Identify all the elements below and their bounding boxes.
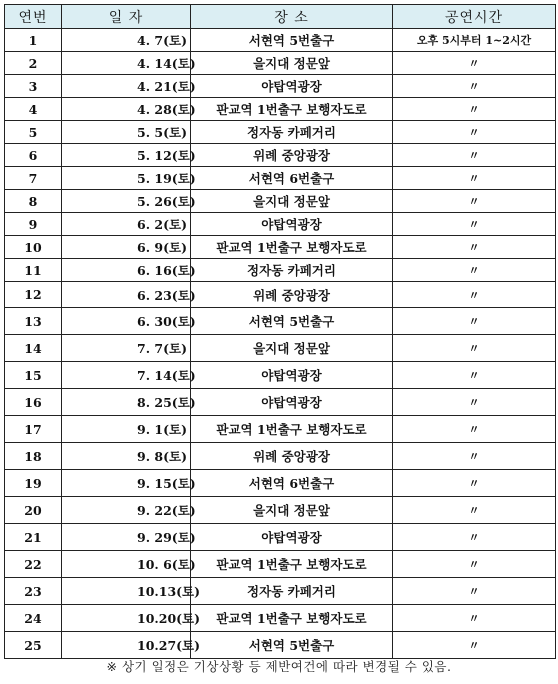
header-row bbox=[5, 5, 556, 29]
cell-no: 13 bbox=[5, 308, 62, 335]
cell-date: 5. 19(토) bbox=[62, 167, 191, 190]
cell-no: 6 bbox=[5, 144, 62, 167]
cell-date: 4. 7(토) bbox=[62, 29, 191, 52]
cell-date: 9. 22(토) bbox=[62, 497, 191, 524]
cell-place: 위례 중앙광장 bbox=[191, 282, 393, 308]
cell-time: 〃 bbox=[393, 443, 556, 470]
cell-time: 〃 bbox=[393, 259, 556, 282]
header-date: 일 자 bbox=[62, 5, 191, 29]
header-place: 장 소 bbox=[191, 5, 393, 29]
cell-time: 〃 bbox=[393, 551, 556, 578]
cell-date: 7. 14(토) bbox=[62, 362, 191, 389]
table-row bbox=[5, 167, 556, 190]
table-row bbox=[5, 524, 556, 551]
cell-no: 21 bbox=[5, 524, 62, 551]
cell-place: 위례 중앙광장 bbox=[191, 144, 393, 167]
cell-time: 〃 bbox=[393, 578, 556, 605]
footnote: ※ 상기 일정은 기상상황 등 제반여건에 따라 변경될 수 있음. bbox=[106, 659, 452, 674]
table-row bbox=[5, 335, 556, 362]
cell-no: 2 bbox=[5, 52, 62, 75]
cell-place: 서현역 5번출구 bbox=[191, 632, 393, 659]
cell-no: 9 bbox=[5, 213, 62, 236]
cell-time: 〃 bbox=[393, 362, 556, 389]
cell-date: 10.13(토) bbox=[62, 578, 191, 605]
cell-no: 24 bbox=[5, 605, 62, 632]
cell-place: 을지대 정문앞 bbox=[191, 190, 393, 213]
cell-place: 판교역 1번출구 보행자도로 bbox=[191, 416, 393, 443]
cell-no: 12 bbox=[5, 282, 62, 308]
cell-no: 25 bbox=[5, 632, 62, 659]
cell-place: 판교역 1번출구 보행자도로 bbox=[191, 551, 393, 578]
table-row bbox=[5, 551, 556, 578]
table-row bbox=[5, 190, 556, 213]
cell-no: 5 bbox=[5, 121, 62, 144]
cell-place: 정자동 카페거리 bbox=[191, 121, 393, 144]
header-no: 연번 bbox=[5, 5, 62, 29]
table-row bbox=[5, 308, 556, 335]
cell-no: 10 bbox=[5, 236, 62, 259]
cell-date: 6. 30(토) bbox=[62, 308, 191, 335]
cell-date: 4. 28(토) bbox=[62, 98, 191, 121]
cell-time: 〃 bbox=[393, 98, 556, 121]
cell-no: 7 bbox=[5, 167, 62, 190]
cell-no: 1 bbox=[5, 29, 62, 52]
cell-date: 10. 6(토) bbox=[62, 551, 191, 578]
cell-time: 〃 bbox=[393, 167, 556, 190]
table-row bbox=[5, 470, 556, 497]
table-row bbox=[5, 121, 556, 144]
cell-time: 〃 bbox=[393, 282, 556, 308]
table-row bbox=[5, 632, 556, 659]
cell-place: 을지대 정문앞 bbox=[191, 335, 393, 362]
cell-date: 9. 8(토) bbox=[62, 443, 191, 470]
cell-no: 18 bbox=[5, 443, 62, 470]
cell-no: 22 bbox=[5, 551, 62, 578]
cell-place: 을지대 정문앞 bbox=[191, 497, 393, 524]
cell-time: 〃 bbox=[393, 470, 556, 497]
cell-place: 판교역 1번출구 보행자도로 bbox=[191, 98, 393, 121]
table-row bbox=[5, 497, 556, 524]
table-row bbox=[5, 52, 556, 75]
cell-place: 서현역 6번출구 bbox=[191, 167, 393, 190]
cell-no: 8 bbox=[5, 190, 62, 213]
cell-place: 야탑역광장 bbox=[191, 213, 393, 236]
table-row bbox=[5, 389, 556, 416]
cell-no: 16 bbox=[5, 389, 62, 416]
cell-time: 〃 bbox=[393, 632, 556, 659]
cell-place: 야탑역광장 bbox=[191, 362, 393, 389]
table-row bbox=[5, 213, 556, 236]
cell-no: 3 bbox=[5, 75, 62, 98]
cell-no: 23 bbox=[5, 578, 62, 605]
table-row bbox=[5, 75, 556, 98]
cell-place: 정자동 카페거리 bbox=[191, 259, 393, 282]
cell-time: 〃 bbox=[393, 75, 556, 98]
cell-time: 〃 bbox=[393, 389, 556, 416]
cell-place: 야탑역광장 bbox=[191, 75, 393, 98]
cell-date: 10.20(토) bbox=[62, 605, 191, 632]
cell-time: 〃 bbox=[393, 524, 556, 551]
cell-no: 15 bbox=[5, 362, 62, 389]
table-row bbox=[5, 443, 556, 470]
table-row bbox=[5, 98, 556, 121]
table-row bbox=[5, 236, 556, 259]
cell-date: 9. 1(토) bbox=[62, 416, 191, 443]
table-row bbox=[5, 605, 556, 632]
schedule-table bbox=[4, 4, 556, 659]
table-row bbox=[5, 144, 556, 167]
cell-no: 4 bbox=[5, 98, 62, 121]
cell-place: 야탑역광장 bbox=[191, 524, 393, 551]
cell-time: 〃 bbox=[393, 144, 556, 167]
cell-time: 오후 5시부터 1~2시간 bbox=[393, 29, 556, 52]
cell-no: 20 bbox=[5, 497, 62, 524]
cell-time: 〃 bbox=[393, 308, 556, 335]
cell-time: 〃 bbox=[393, 213, 556, 236]
cell-date: 6. 16(토) bbox=[62, 259, 191, 282]
cell-date: 4. 14(토) bbox=[62, 52, 191, 75]
cell-date: 6. 2(토) bbox=[62, 213, 191, 236]
schedule-rows bbox=[5, 29, 556, 659]
cell-place: 판교역 1번출구 보행자도로 bbox=[191, 236, 393, 259]
cell-time: 〃 bbox=[393, 236, 556, 259]
cell-time: 〃 bbox=[393, 190, 556, 213]
cell-date: 9. 29(토) bbox=[62, 524, 191, 551]
table-row bbox=[5, 29, 556, 52]
cell-place: 서현역 5번출구 bbox=[191, 308, 393, 335]
cell-time: 〃 bbox=[393, 121, 556, 144]
cell-no: 17 bbox=[5, 416, 62, 443]
cell-time: 〃 bbox=[393, 335, 556, 362]
table-row bbox=[5, 362, 556, 389]
cell-place: 정자동 카페거리 bbox=[191, 578, 393, 605]
table-row bbox=[5, 578, 556, 605]
cell-no: 19 bbox=[5, 470, 62, 497]
table-row bbox=[5, 259, 556, 282]
cell-date: 7. 7(토) bbox=[62, 335, 191, 362]
cell-place: 서현역 5번출구 bbox=[191, 29, 393, 52]
cell-date: 4. 21(토) bbox=[62, 75, 191, 98]
cell-time: 〃 bbox=[393, 605, 556, 632]
cell-place: 야탑역광장 bbox=[191, 389, 393, 416]
cell-no: 11 bbox=[5, 259, 62, 282]
cell-date: 5. 12(토) bbox=[62, 144, 191, 167]
cell-time: 〃 bbox=[393, 497, 556, 524]
cell-date: 10.27(토) bbox=[62, 632, 191, 659]
cell-place: 판교역 1번출구 보행자도로 bbox=[191, 605, 393, 632]
cell-date: 5. 5(토) bbox=[62, 121, 191, 144]
cell-date: 5. 26(토) bbox=[62, 190, 191, 213]
cell-date: 8. 25(토) bbox=[62, 389, 191, 416]
cell-date: 6. 9(토) bbox=[62, 236, 191, 259]
cell-place: 서현역 6번출구 bbox=[191, 470, 393, 497]
cell-time: 〃 bbox=[393, 52, 556, 75]
cell-date: 6. 23(토) bbox=[62, 282, 191, 308]
header-time: 공연시간 bbox=[393, 5, 556, 29]
cell-time: 〃 bbox=[393, 416, 556, 443]
cell-place: 위례 중앙광장 bbox=[191, 443, 393, 470]
table-row bbox=[5, 282, 556, 308]
cell-place: 을지대 정문앞 bbox=[191, 52, 393, 75]
cell-no: 14 bbox=[5, 335, 62, 362]
cell-date: 9. 15(토) bbox=[62, 470, 191, 497]
table-row bbox=[5, 416, 556, 443]
